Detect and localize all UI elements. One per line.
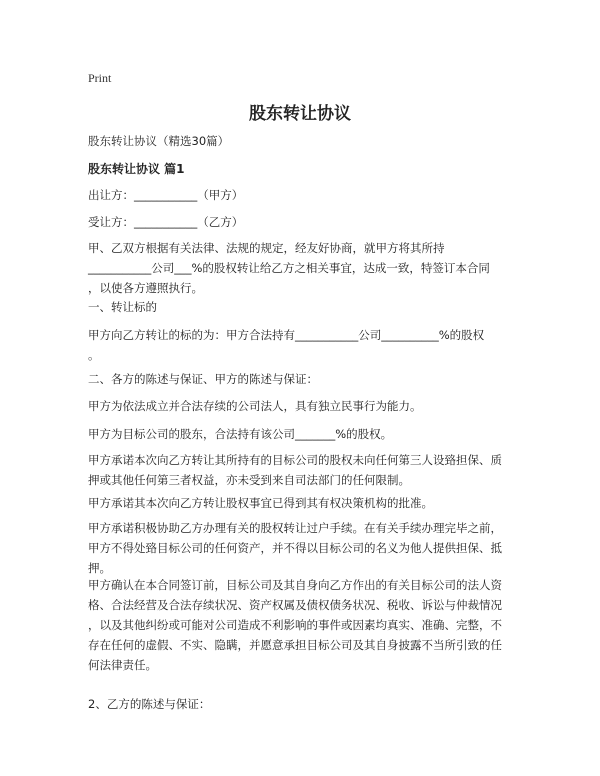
paragraph-intro: 甲、乙双方根据有关法律、法规的规定，经友好协商，就甲方将其所持 ___________公司___%的股权转让给乙方之相关事宜，达成一致，特签订本合同 ，以使各方遵照执行。 [88,241,490,295]
paragraph-assist-transfer: 甲方承诺积极协助乙方办理有关的股权转让过户手续。在有关手续办理完毕之前， 甲方不得处臵目标公司的任何资产，并不得以目标公司的名义为他人提供担保、抵 押。 [88,521,502,575]
paragraph-seller: 出让方：___________（甲方） [88,188,244,202]
document-subtitle: 股东转让协议（精选30篇） [88,134,230,148]
print-link[interactable]: Print [88,71,112,85]
paragraph-heading-1: 一、转让标的 [88,300,157,314]
paragraph-heading-2: 二、各方的陈述与保证、甲方的陈述与保证： [88,372,318,386]
section-heading: 股东转让协议 篇1 [88,162,185,176]
paragraph-buyer: 受让方：___________（乙方） [88,215,244,229]
document-title: 股东转让协议 [249,104,351,124]
paragraph-no-encumbrance: 甲方承诺本次向乙方转让其所持有的目标公司的股权未向任何第三人设臵担保、质 押或其他任何第三者权益，亦未受到来自司法部门的任何限制。 [88,453,502,487]
paragraph-confirmation: 甲方确认在本合同签订前，目标公司及其自身向乙方作出的有关目标公司的法人资 格、合法经营及合法存续状况、资产权属及债权债务状况、税收、诉讼与仲裁情况 ，以及其他纠纷或可能对公司造成不利影响的事件或因素均真实、准确、完整，不 存在任何的虚假、不实、隐瞒，并愿意承担目标公司及其自身披露不当所引致的任 何法律责任。 [88,578,502,672]
paragraph-shareholder: 甲方为目标公司的股东，合法持有该公司_______%的股权。 [88,427,393,441]
paragraph-legal-entity: 甲方为依法成立并合法存续的公司法人，具有独立民事行为能力。 [88,399,422,413]
paragraph-subject: 甲方向乙方转让的标的为：甲方合法持有___________公司__________%的股权 。 [88,328,485,362]
paragraph-heading-buyer: 2、乙方的陈述与保证： [88,697,211,711]
paragraph-approval: 甲方承诺其本次向乙方转让股权事宜已得到其有权决策机构的批准。 [88,496,433,510]
